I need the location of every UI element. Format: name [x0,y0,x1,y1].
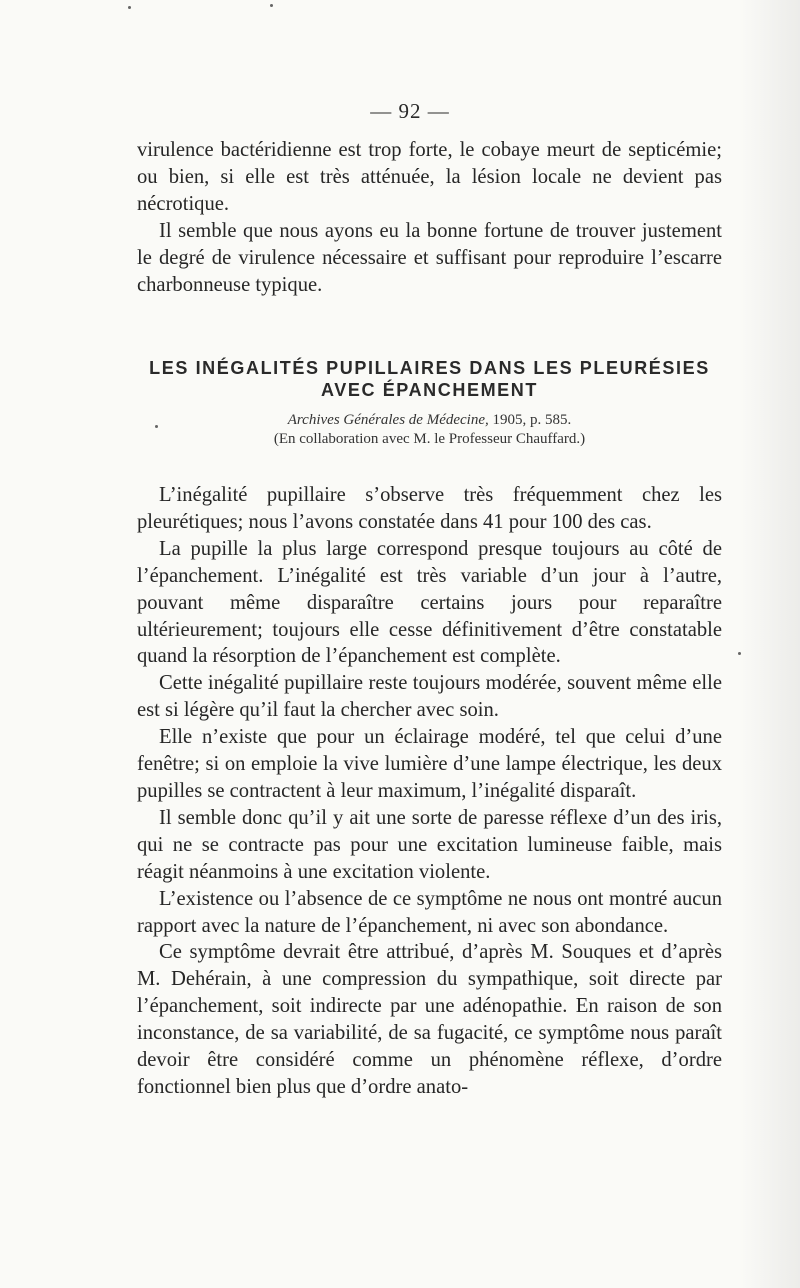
intro-paragraph: virulence bactéridienne est trop forte, le cobaye meurt de septicémie; ou bien, si elle est très atténuée, la lésion locale ne devient pas nécrotique. [137,139,722,215]
body-paragraph: Ce symptôme devrait être attribué, d’après M. Souques et d’après M. Dehérain, à une compression du sympathique, soit directe par l’épanchement, soit indirecte par une adénopathie. En raison de son inconstance, de sa variabilité, de sa fugacité, ce symptôme nous paraît devoir être considéré comme un phénomène réflexe, d’ordre fonctionnel bien plus que d’ordre anato- [137,941,722,1098]
page-edge-shadow [740,0,800,1288]
scan-speck [738,652,741,655]
body-paragraph: L’existence ou l’absence de ce symptôme ne nous ont montré aucun rapport avec la nature de l’épanchement, ni avec son abondance. [137,887,722,937]
scan-speck [128,6,131,9]
body-text-block [137,482,722,1101]
citation-journal: Archives Générales de Médecine, [287,412,489,428]
section-title-line: LES INÉGALITÉS PUPILLAIRES DANS LES PLEURÉSIES [149,358,710,378]
scan-speck [270,4,273,7]
intro-text-block [137,137,722,298]
body-paragraph: La pupille la plus large correspond presque toujours au côté de l’épanchement. L’inégalité est très variable d’un jour à l’autre, pouvant même disparaître certains jours pour reparaître ultérieurement; toujours elle cesse définitivement d’être constatable quand la résorption de l’épanchement est complète. [137,537,722,668]
body-paragraph: Il semble donc qu’il y ait une sorte de paresse réflexe d’un des iris, qui ne se contracte pas pour une excitation lumineuse faible, mais réagit néanmoins à une excitation violente. [137,806,722,883]
intro-paragraph: Il semble que nous ayons eu la bonne fortune de trouver justement le degré de virulence nécessaire et suffisant pour reproduire l’escarre charbonneuse typique. [137,219,722,296]
section-title-line: AVEC ÉPANCHEMENT [321,380,538,400]
section-title [137,357,722,401]
citation-details: 1905, p. 585. [488,412,572,428]
page-number: — 92 — [370,99,450,123]
body-paragraph: Elle n’existe que pour un éclairage modéré, tel que celui d’une fenêtre; si on emploie la vive lumière d’une lampe électrique, les deux pupilles se contractent à leur maximum, l’inégalité disparaît. [137,726,722,802]
body-paragraph: Cette inégalité pupillaire reste toujours modérée, souvent même elle est si légère qu’il faut la chercher avec soin. [137,672,722,722]
body-paragraph: L’inégalité pupillaire s’observe très fréquemment chez les pleurétiques; nous l’avons constatée dans 41 pour 100 des cas. [137,484,722,533]
citation-collaboration: (En collaboration avec M. le Professeur Chauffard.) [273,431,586,447]
citation-source [137,411,722,430]
scan-speck [155,425,158,428]
